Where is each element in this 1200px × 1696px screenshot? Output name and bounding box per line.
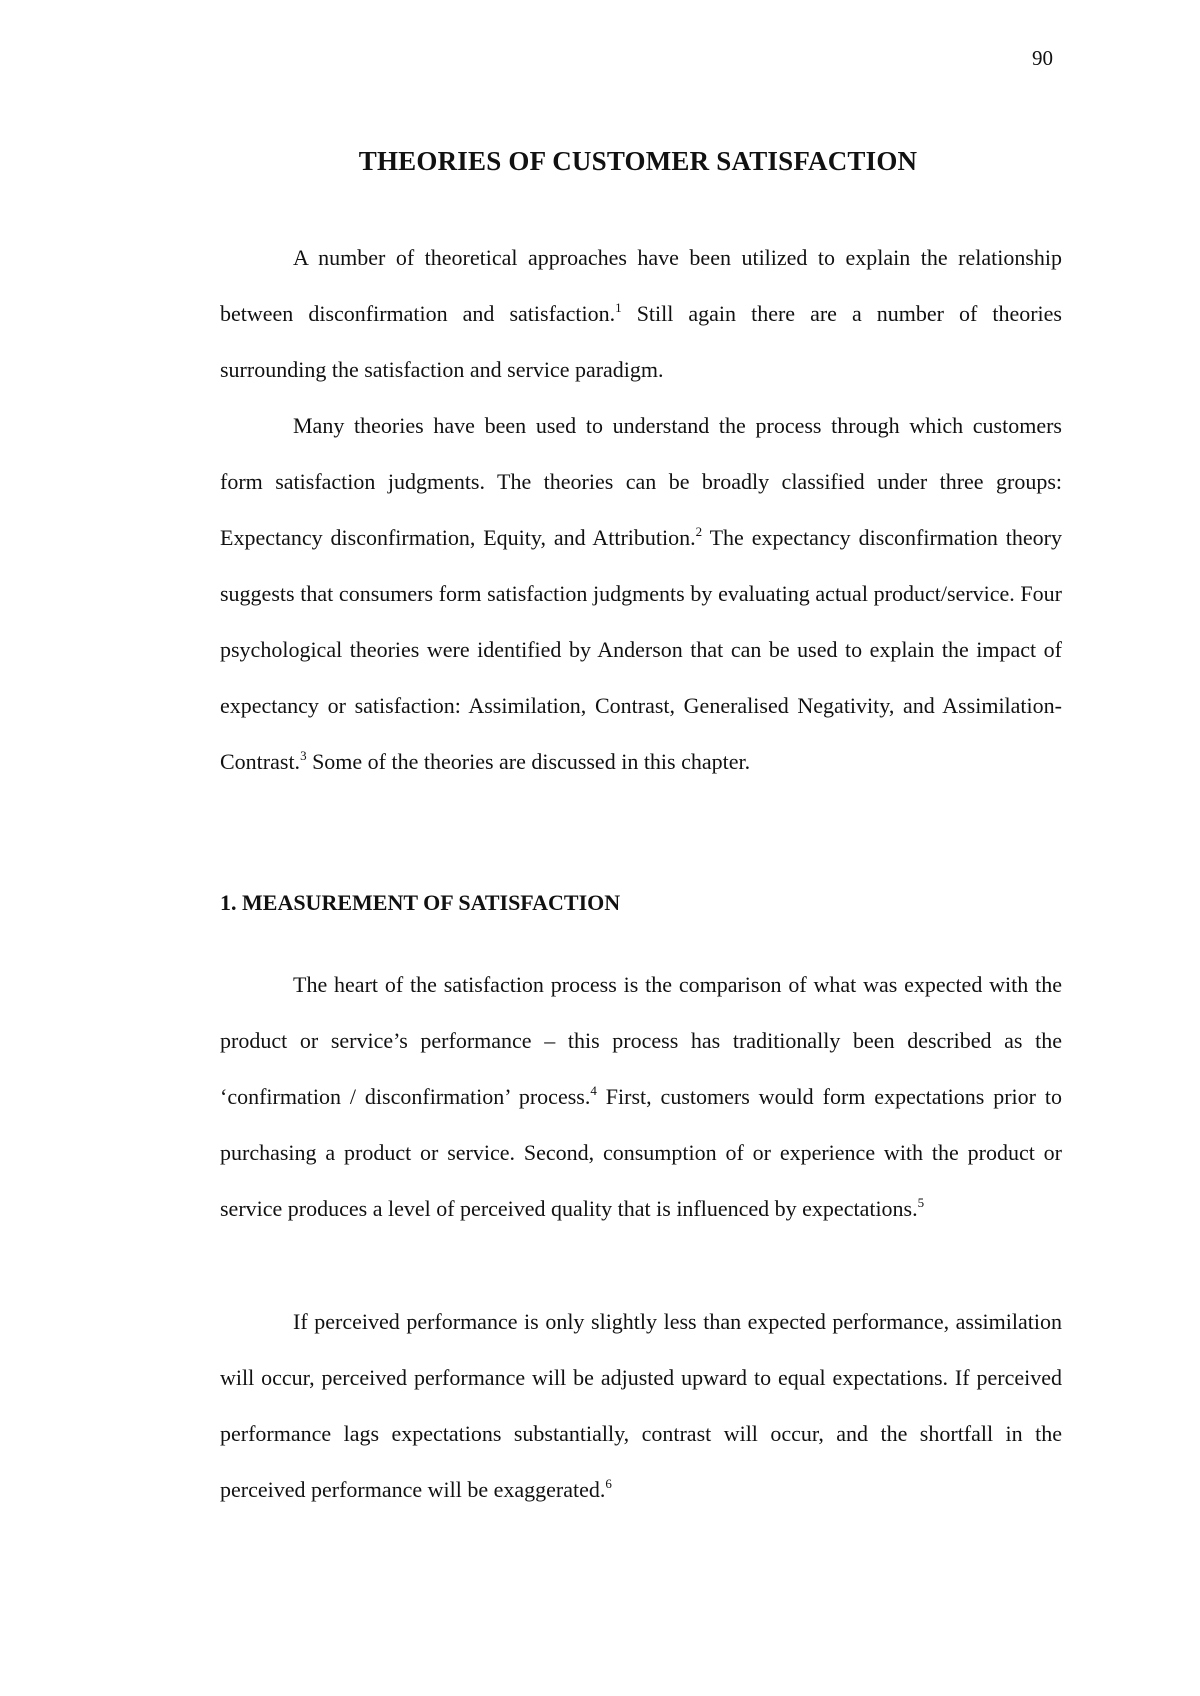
paragraph-text: The expectancy disconfirmation theory suggests that consumers form satisfaction judgments by evaluating actual product/service. Four psychological theories were identified by Anderson that can be used to explain the impact of expectancy or satisfaction: Assimilation, Contrast, Generalised Negativity, and Assimilation-Contrast. [220,525,1062,774]
paragraph-text: A number of theoretical approaches have been utilized to explain the relationship between disconfirmation and satisfaction. [220,245,1062,326]
section-heading: 1. MEASUREMENT OF SATISFACTION [220,890,621,915]
footnote-ref-5: 5 [917,1195,925,1210]
footnote-ref-6: 6 [605,1476,612,1491]
footnote-ref-3: 3 [300,748,307,763]
paragraph-text: Some of the theories are discussed in this chapter. [306,749,751,774]
paragraph-text: If perceived performance is only slightly less than expected performance, assimilation will occur, perceived performance will be adjusted upward to equal expectations. If perceived performance lags expectations substantially, contrast will occur, and the shortfall in the perceived performance will be exaggerated. [220,1309,1062,1502]
footnote-ref-1: 1 [615,300,622,315]
footnote-ref-4: 4 [590,1083,597,1098]
paragraph-text: Many theories have been used to understand the process through which customers form satisfaction judgments. The theories can be broadly classified under three groups: Expectancy disconfirmation, Equity, and Attribution. [220,413,1062,550]
paragraph-intro [220,230,1062,398]
paragraph-measurement [220,957,1062,1237]
page-number: 90 [1032,46,1053,70]
paragraph-text: The heart of the satisfaction process is the comparison of what was expected with the product or service’s performance – this process has traditionally been described as the ‘confirmation / disconfirmation’ process. [220,972,1062,1109]
paragraph-text: First, customers would form expectations prior to purchasing a product or service. Second, consumption of or experience with the product or service produces a level of perceived quality that is influenced by expectations. [220,1084,1063,1221]
paragraph-text: Still again there are a number of theories surrounding the satisfaction and service paradigm. [220,301,1062,382]
paragraph-assimilation [220,1294,1062,1518]
page-title: THEORIES OF CUSTOMER SATISFACTION [358,146,918,176]
paragraph-theories [220,398,1062,790]
footnote-ref-2: 2 [695,524,703,539]
